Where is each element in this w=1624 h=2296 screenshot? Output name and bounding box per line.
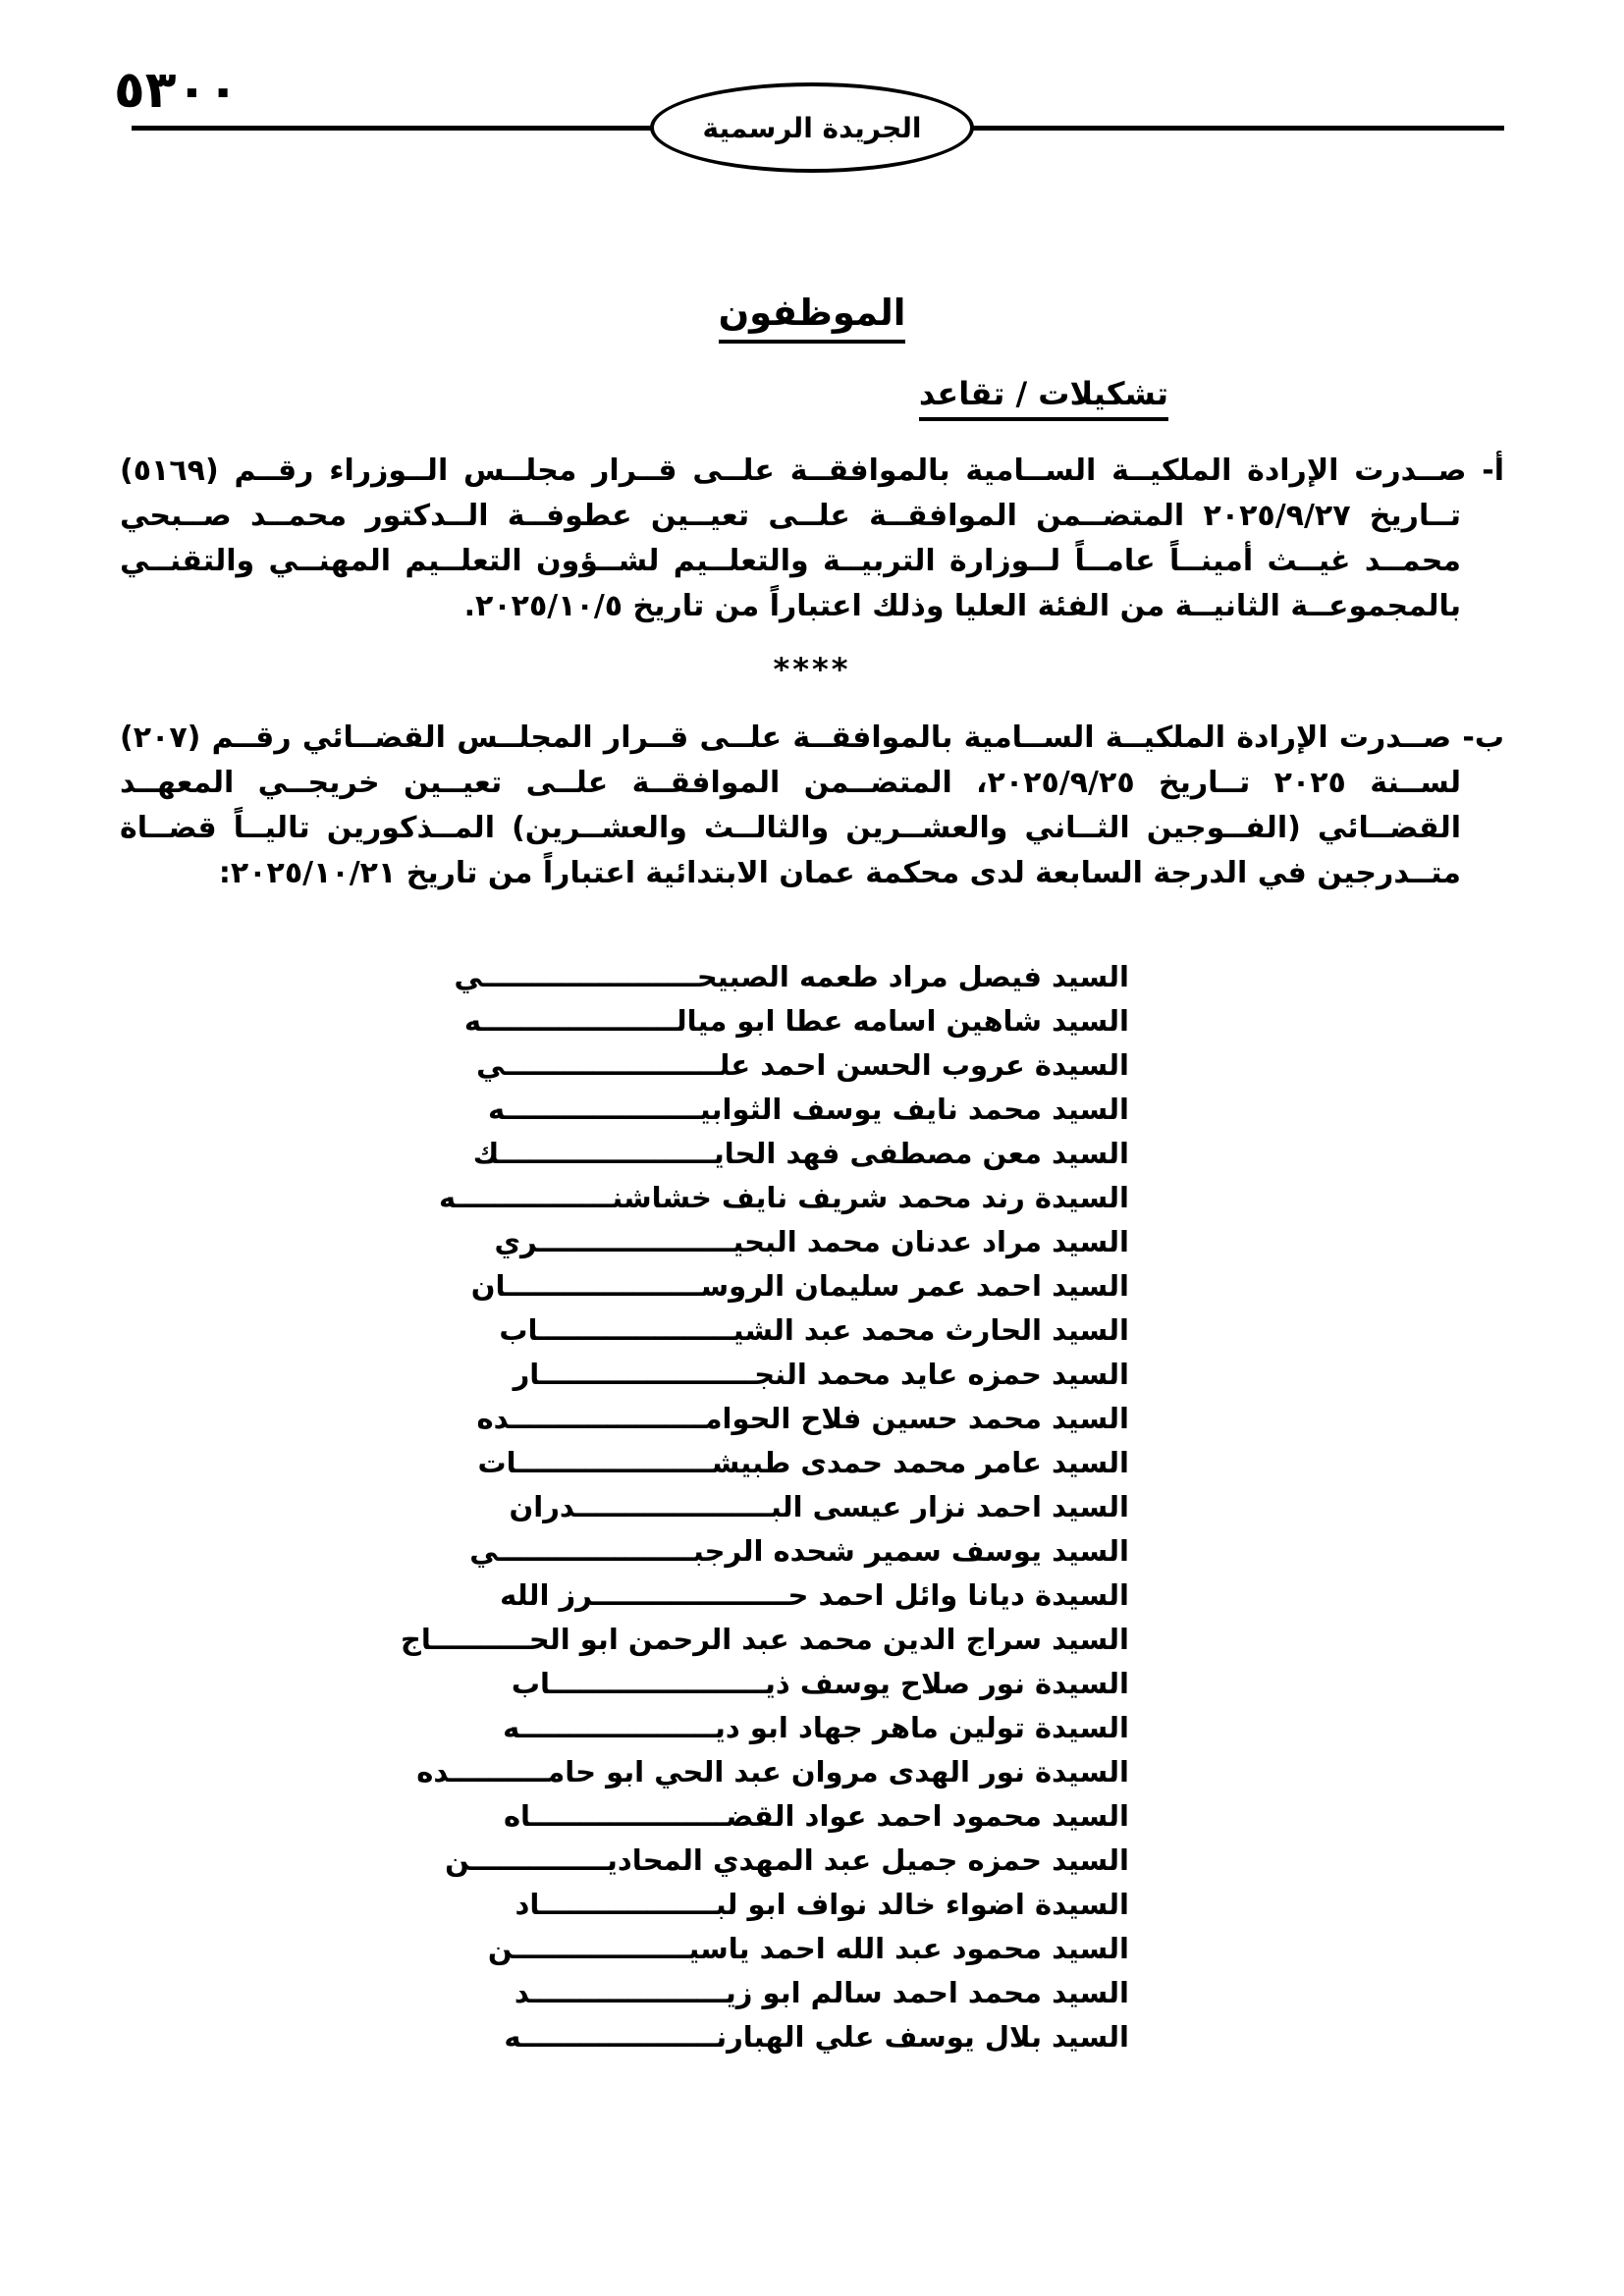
name-line: السيدة تولين ماهر جهاد ابو ديــــــــــــــــــــه <box>503 1711 1129 1744</box>
name-line: السيد محمد حسين فلاح الحوامــــــــــــــــــــده <box>476 1402 1129 1435</box>
name-line: السيد سراج الدين محمد عبد الرحمن ابو الحــــــــــاج <box>401 1623 1129 1656</box>
page-header <box>0 0 1624 182</box>
name-line: السيد حمزه عايد محمد النجــــــــــــــــــــــار <box>513 1358 1129 1391</box>
name-line: السيد محمود احمد عواد القضــــــــــــــــــــاه <box>503 1799 1129 1833</box>
name-line: السيدة عروب الحسن احمد علــــــــــــــــــــــي <box>476 1048 1129 1082</box>
name-line: السيد محمد نايف يوسف الثوابيــــــــــــــــــــه <box>487 1093 1129 1126</box>
name-line: السيد عامر محمد حمدى طبيشــــــــــــــــــــات <box>477 1446 1129 1479</box>
name-line: السيد شاهين اسامه عطا ابو ميالــــــــــــــــــــه <box>463 1004 1129 1038</box>
section-heading-wrap <box>120 292 1504 344</box>
name-line: السيد احمد نزار عيسى البــــــــــــــــــــدران <box>509 1490 1129 1523</box>
name-line: السيد يوسف سمير شحده الرجبــــــــــــــــــــي <box>469 1534 1129 1568</box>
section-heading: الموظفون <box>719 292 906 344</box>
gazette-oval <box>650 82 974 173</box>
name-line: السيد مراد عدنان محمد البحيــــــــــــــــــــري <box>494 1225 1129 1258</box>
decree-paragraph-b: ب- صــدرت الإرادة الملكيــة الســامية بالموافقــة علــى قــرار المجلــس القضــائي رقــم (٢٠٧) لســنة ٢٠٢٥ تــاريخ ٢٠٢٥/٩/٢٥، المتضــمن الموافقــة علــى تعيــين خريجــي المعهــد القضــائي (الفــوجين الثــاني والعشــرين والثالــث والعشــرين) المــذكورين تاليــاً قضــاة متــدرجين في الدرجة السابعة لدى محكمة عمان الابتدائية اعتباراً من تاريخ ٢٠٢٥/١٠/٢١: <box>120 721 1504 890</box>
page-content <box>0 292 1624 2059</box>
name-line: السيدة ديانا وائل احمد حــــــــــــــــــــرز الله <box>500 1578 1129 1612</box>
name-line: السيد بلال يوسف علي الهبارنــــــــــــــــــــه <box>504 2020 1129 2054</box>
name-line: السيد محمود عبد الله احمد ياسيــــــــــــــــــن <box>487 1932 1129 1965</box>
gazette-title: الجريدة الرسمية <box>702 111 922 144</box>
decree-paragraph-a: أ- صــدرت الإرادة الملكيــة الســامية بالموافقــة علــى قــرار مجلــس الــوزراء رقــم (٥١٦٩) تــاريخ ٢٠٢٥/٩/٢٧ المتضــمن الموافقــة علــى تعيــين عطوفــة الــدكتور محمــد صــبحي محمــد غيــث أمينــاً عامــاً لــوزارة التربيــة والتعلــيم لشــؤون التعلــيم المهنــي والتقنــي بالمجموعــة الثانيــة من الفئة العليا وذلك اعتباراً من تاريخ ٢٠٢٥/١٠/٥. <box>120 454 1504 623</box>
name-line: السيدة نور صلاح يوسف ذيــــــــــــــــــــــاب <box>511 1667 1129 1700</box>
names-list <box>120 955 1129 2059</box>
name-line: السيد الحارث محمد عبد الشيــــــــــــــــــــاب <box>499 1313 1129 1347</box>
subsection-heading-wrap <box>120 375 1504 421</box>
name-line: السيد احمد عمر سليمان الروســــــــــــــــــــان <box>470 1269 1129 1303</box>
subsection-heading: تشكيلات / تقاعد <box>919 375 1168 421</box>
name-line: السيدة رند محمد شريف نايف خشاشنــــــــــــــــه <box>439 1181 1129 1214</box>
name-line: السيد حمزه جميل عبد المهدي المحاديــــــــــــــن <box>445 1843 1129 1877</box>
name-line: السيد معن مصطفى فهد الحايــــــــــــــــــــــك <box>472 1137 1129 1170</box>
name-line: السيدة اضواء خالد نواف ابو لبــــــــــــــــــاد <box>514 1888 1129 1921</box>
name-line: السيد محمد احمد سالم ابو زيــــــــــــــــــــد <box>514 1976 1129 2009</box>
page-number: ٥٣٠٠ <box>114 61 239 120</box>
name-line: السيد فيصل مراد طعمه الصبيحــــــــــــــــــــــي <box>454 960 1129 993</box>
name-line: السيدة نور الهدى مروان عبد الحي ابو حامــــــــــده <box>416 1755 1129 1789</box>
stars-separator: **** <box>773 651 851 688</box>
